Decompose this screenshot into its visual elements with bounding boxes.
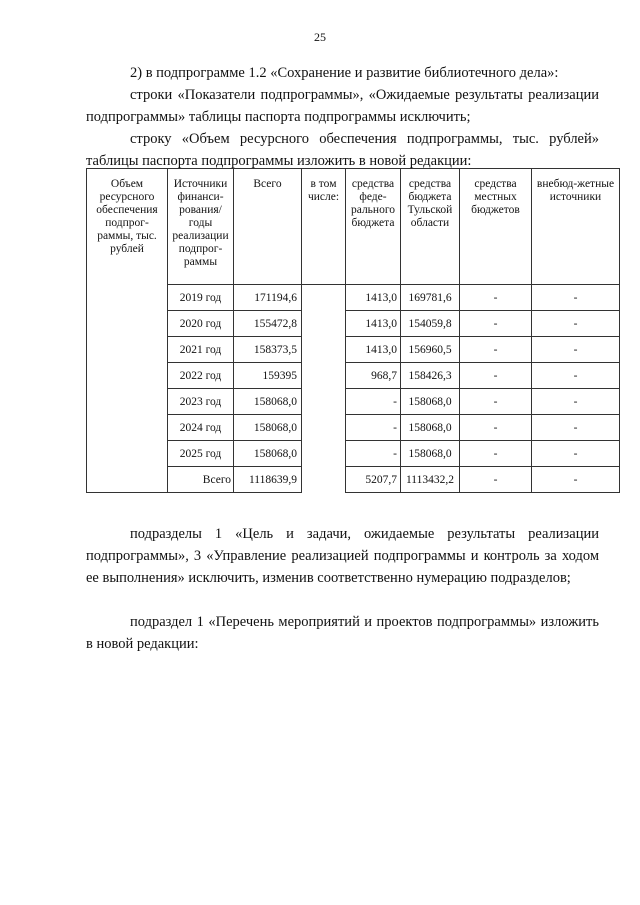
total-cell: 159395	[234, 363, 302, 389]
regional-cell: 154059,8	[401, 311, 460, 337]
federal-cell: -	[346, 441, 401, 467]
including-cell	[302, 467, 346, 493]
including-cell	[302, 311, 346, 337]
regional-cell: 158068,0	[401, 441, 460, 467]
year-cell: Всего	[168, 467, 234, 493]
page-number: 25	[314, 30, 326, 44]
year-cell: 2022 год	[168, 363, 234, 389]
federal-cell: 5207,7	[346, 467, 401, 493]
paragraph-subprogram-intro: 2) в подпрограмме 1.2 «Сохранение и развитие библиотечного дела»:	[130, 65, 559, 81]
header-local: средства местных бюджетов	[460, 169, 532, 285]
year-cell: 2019 год	[168, 285, 234, 311]
federal-cell: 968,7	[346, 363, 401, 389]
extrabudget-cell: -	[532, 389, 620, 415]
regional-cell: 158426,3	[401, 363, 460, 389]
total-cell: 1118639,9	[234, 467, 302, 493]
header-regional: средства бюджета Тульской области	[401, 169, 460, 285]
year-cell: 2025 год	[168, 441, 234, 467]
extrabudget-cell: -	[532, 441, 620, 467]
paragraph-exclude-rows: строки «Показатели подпрограммы», «Ожидаемые результаты реализации подпрограммы» таблицы паспорта подпрограммы исключить;	[86, 87, 599, 125]
paragraph-resource-row: строку «Объем ресурсного обеспечения подпрограммы, тыс. рублей» таблицы паспорта подпрограммы изложить в новой редакции:	[86, 131, 599, 169]
extrabudget-cell: -	[532, 337, 620, 363]
regional-cell: 158068,0	[401, 389, 460, 415]
local-cell: -	[460, 363, 532, 389]
total-cell: 158068,0	[234, 415, 302, 441]
passport-table	[86, 168, 620, 493]
local-cell: -	[460, 441, 532, 467]
paragraph-exclude-sections: подразделы 1 «Цель и задачи, ожидаемые результаты реализации подпрограммы», 3 «Управление реализацией подпрограммы и контроль за ходом ее выполнения» исключить, изменив соответственно нумерацию подразделов;	[86, 526, 599, 586]
extrabudget-cell: -	[532, 415, 620, 441]
total-cell: 158068,0	[234, 441, 302, 467]
including-cell	[302, 285, 346, 311]
extrabudget-cell: -	[532, 311, 620, 337]
including-cell	[302, 415, 346, 441]
header-total: Всего	[234, 169, 302, 285]
federal-cell: -	[346, 389, 401, 415]
including-cell	[302, 363, 346, 389]
regional-cell: 158068,0	[401, 415, 460, 441]
header-extrabudget: внебюд-жетные источники	[532, 169, 620, 285]
regional-cell: 169781,6	[401, 285, 460, 311]
header-including: в том числе:	[302, 169, 346, 285]
year-cell: 2023 год	[168, 389, 234, 415]
local-cell: -	[460, 415, 532, 441]
extrabudget-cell: -	[532, 285, 620, 311]
including-cell	[302, 441, 346, 467]
paragraph-section-one: подраздел 1 «Перечень мероприятий и проектов подпрограммы» изложить в новой редакции:	[86, 614, 599, 652]
extrabudget-cell: -	[532, 363, 620, 389]
year-cell: 2020 год	[168, 311, 234, 337]
year-cell: 2024 год	[168, 415, 234, 441]
year-cell: 2021 год	[168, 337, 234, 363]
total-cell: 158068,0	[234, 389, 302, 415]
including-cell	[302, 337, 346, 363]
header-federal: средства феде-рального бюджета	[346, 169, 401, 285]
regional-cell: 1113432,2	[401, 467, 460, 493]
total-cell: 171194,6	[234, 285, 302, 311]
federal-cell: -	[346, 415, 401, 441]
header-sources: Источники финанси-рования/ годы реализации подпрог-раммы	[168, 169, 234, 285]
regional-cell: 156960,5	[401, 337, 460, 363]
federal-cell: 1413,0	[346, 337, 401, 363]
federal-cell: 1413,0	[346, 311, 401, 337]
table-header-row	[87, 169, 620, 285]
federal-cell: 1413,0	[346, 285, 401, 311]
including-cell	[302, 389, 346, 415]
local-cell: -	[460, 467, 532, 493]
local-cell: -	[460, 285, 532, 311]
row-label-cell: Объем ресурсного обеспечения подпрог-раммы, тыс. рублей	[87, 169, 168, 493]
local-cell: -	[460, 311, 532, 337]
total-cell: 158373,5	[234, 337, 302, 363]
total-cell: 155472,8	[234, 311, 302, 337]
local-cell: -	[460, 337, 532, 363]
local-cell: -	[460, 389, 532, 415]
extrabudget-cell: -	[532, 467, 620, 493]
